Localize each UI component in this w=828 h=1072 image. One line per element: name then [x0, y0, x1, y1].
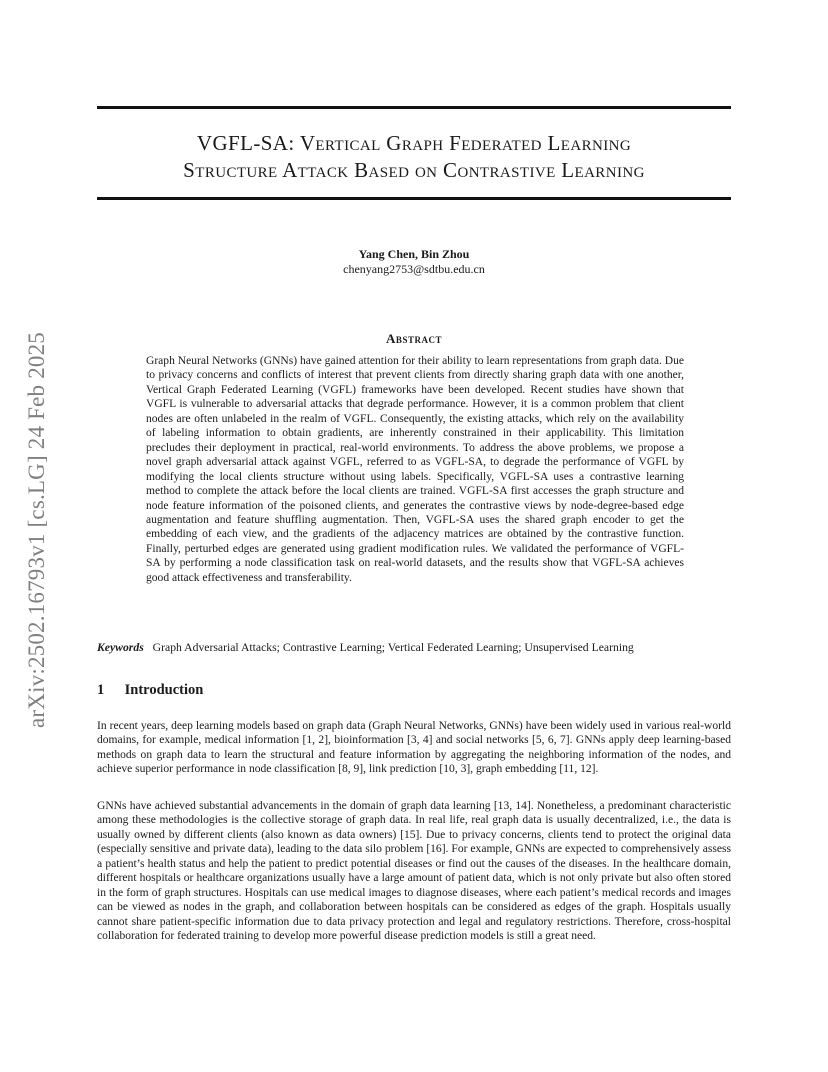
keywords-text: Graph Adversarial Attacks; Contrastive Learning; Vertical Federated Learning; Unsupervised Learning: [152, 641, 634, 654]
title-line-1: VGFL-SA: Vertical Graph Federated Learning: [196, 131, 632, 155]
arxiv-identifier: arXiv:2502.16793v1 [cs.LG] 24 Feb 2025: [24, 332, 49, 728]
keywords-label: Keywords: [97, 641, 144, 654]
top-rule: [97, 106, 731, 109]
keywords-line: [97, 640, 737, 655]
section-title: Introduction: [124, 682, 204, 698]
paper-title: [80, 130, 748, 184]
abstract-heading: Abstract: [386, 331, 442, 346]
author-names: Yang Chen, Bin Zhou: [358, 247, 470, 261]
author-block: [97, 247, 731, 277]
intro-paragraph-2: GNNs have achieved substantial advancements in the domain of graph data learning [13, 14]. Nonetheless, a predominant characteristic among these methodologies is the collective storage of graph data. In real life, real graph data is usually decentralized, i.e., the data is usually owned by different clients (also known as data owners) [15]. Due to privacy concerns, clients tend to protect the original data (especially sensitive and private data), leading to the data silo problem [16]. For example, GNNs are expected to comprehensively assess a patient’s health status and help the patient to predict potential diseases or find out the causes of the diseases. In the healthcare domain, different hospitals or healthcare organizations usually have a large amount of patient data, which is not only private but also often stored in the form of graph structures. Hospitals can use medical images to diagnose diseases, where each patient’s medical records and images can be viewed as nodes in the graph, and collaboration between hospitals can be considered as edges of the graph. Hospitals usually cannot share patient-specific information due to data privacy protection and legal and regulatory restrictions. Therefore, cross-hospital collaboration for federated training to develop more powerful disease prediction models is still a great need.: [97, 800, 731, 943]
title-line-2: Structure Attack Based on Contrastive Learning: [183, 158, 645, 182]
abstract-text: Graph Neural Networks (GNNs) have gained attention for their ability to learn representations from graph data. Due to privacy concerns and conflicts of interest that prevent clients from directly sharing graph data with one another, Vertical Graph Federated Learning (VGFL) frameworks have been developed. Recent studies have shown that VGFL is vulnerable to adversarial attacks that degrade performance. However, it is a common problem that client nodes are often unlabeled in the realm of VGFL. Consequently, the existing attacks, which rely on the availability of labeling information to obtain gradients, are inherently constrained in their applicability. This limitation precludes their deployment in practical, real-world environments. To address the above problems, we propose a novel graph adversarial attack against VGFL, referred to as VGFL-SA, to degrade the performance of VGFL by modifying the local clients structure without using labels. Specifically, VGFL-SA uses a contrastive learning method to complete the attack before the local clients are trained. VGFL-SA first accesses the graph structure and node feature information of the poisoned clients, and generates the contrastive views by node-degree-based edge augmentation and feature shuffling augmentation. Then, VGFL-SA uses the shared graph encoder to get the embedding of each view, and the gradients of the adjacency matrices are obtained by the contrastive function. Finally, perturbed edges are generated using gradient modification rules. We validated the performance of VGFL-SA by performing a node classification task on real-world datasets, and the results show that VGFL-SA achieves good attack effectiveness and transferability.: [146, 355, 684, 584]
section-number: 1: [97, 682, 105, 698]
bottom-title-rule: [97, 197, 731, 200]
intro-paragraph-1: In recent years, deep learning models based on graph data (Graph Neural Networks, GNNs) have been widely used in various real-world domains, for example, medical information [1, 2], bioinformation [3, 4] and social networks [5, 6, 7]. GNNs apply deep learning-based methods on graph data to learn the structural and feature information by aggregating the neighboring information of the nodes, and achieve superior performance in node classification [8, 9], link prediction [10, 3], graph embedding [11, 12].: [97, 720, 731, 776]
section-heading-introduction: [97, 682, 203, 699]
author-email: chenyang2753@sdtbu.edu.cn: [343, 262, 485, 276]
